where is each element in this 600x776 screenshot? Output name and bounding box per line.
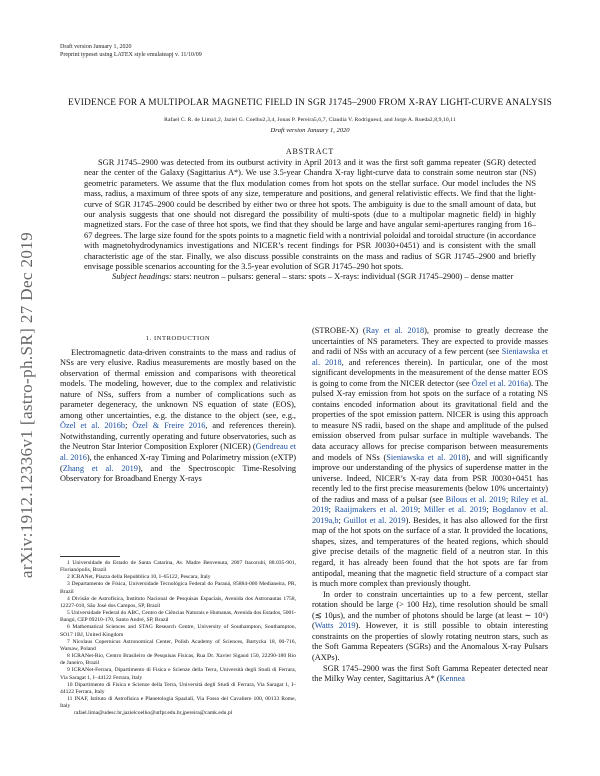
footnote: 11 INAF, Istituto di Astrofisica e Planetologia Spaziali, Via Fosso del Cavaliere 100, 00133 Rome, Italy — [60, 695, 296, 710]
citation-link[interactable]: Kennea — [439, 674, 465, 684]
arxiv-id-text: arXiv:1912.12336v1 [astro-ph.SR] 27 Dec 2019 — [17, 231, 36, 579]
subject-headings-label: Subject headings: — [112, 272, 172, 282]
citation-link[interactable]: Watts 2019 — [314, 621, 356, 631]
abstract-text: SGR J1745–2900 was detected from its outburst activity in April 2013 and it was the first soft gamma repeater (SGR) detected near the center of the Galaxy (Sagittarius A*). We use 3.5-year Chandra X-ray light-curve data to constrain some neutron star (NS) geometric parameters. We assume that the flux modulation comes from hot spots on the stellar surface. Our model includes the NS mass, radius, a maximum of three spots of any size, temperature and positions, and general relativistic effects. We find that the light-curve of SGR J1745–2900 could be described by either two or three hot spots. The ambiguity is due to the small amount of data, but our analysis suggests that one should not disregard the possibility of multi-spots (due to a multipolar magnetic field) in highly magnetized stars. For the case of three hot spots, we find that they should be large and have angular semi-apertures ranging from 16–67 degrees. The large size found for the spots points to a magnetic field with a nontrivial poloidal and toroidal structure (in accordance with magnetohydrodynamics investigations and NICER’s recent findings for PSR J0030+0451) and is consistent with the small characteristic age of the star. Finally, we also discuss possible constraints on the mass and radius of SGR J1745–2900 and briefly envisage possible scenarios accounting for the 3.5-year evolution of SGR J1745–290 hot spots. — [84, 158, 536, 272]
right-column — [312, 326, 548, 685]
author-list: Rafael C. R. de Lima1,2, Jaziel G. Coelho2,3,4, Jonas P. Pereira5,6,7, Claudia V. Rodrigues4, and Jorge A. Rueda2,8,9,10,11 — [164, 117, 456, 123]
section-heading-introduction: 1. INTRODUCTION — [145, 335, 211, 342]
citation-link[interactable]: Ray et al. 2018 — [365, 326, 425, 335]
citation-link[interactable]: Özel et al. 2016b — [60, 421, 126, 431]
citation-link[interactable]: Özel & Freire 2016 — [132, 421, 206, 431]
paper-title: EVIDENCE FOR A MULTIPOLAR MAGNETIC FIELD IN SGR J1745–2900 FROM X-RAY LIGHT-CURVE ANALYSIS — [68, 98, 552, 108]
citation-link[interactable]: Zhang et al. 2019 — [62, 463, 138, 473]
footnote: 7 Nicolaus Copernicus Astronomical Center, Polish Academy of Sciences, Bartycka 18, 00-716, Warsaw, Poland — [60, 638, 296, 652]
citation-link[interactable]: Sieniawska et al. 2018 — [386, 452, 466, 462]
footnote: 1 Universidade do Estado de Santa Catarina, Av. Madre Benvenuta, 2007 Itacorubi, 88.035-901, Florianópolis, Brazil — [60, 560, 296, 574]
left-column — [60, 334, 296, 485]
citation-link[interactable]: Riley et al. 2019 — [312, 494, 548, 515]
footnote: 9 ICRANet-Ferrara, Dipartimento di Fisica e Scienze della Terra, Università degli Studi di Ferrara, Via Saragat 1, I–44122 Ferrara, Italy — [60, 667, 296, 681]
intro-paragraph-4: SGR 1745–2900 was the first Soft Gamma Repeater detected near the Milky Way center, Sagittarius A* (Kennea — [312, 663, 548, 684]
citation-link[interactable]: Bilous et al. 2019 — [445, 494, 506, 504]
citation-link[interactable]: Bogdanov et al. 2019a,b — [312, 505, 548, 525]
citation-link[interactable]: Raaijmakers et al. 2019 — [334, 505, 418, 515]
subject-headings — [84, 272, 536, 282]
citation-link[interactable]: Gendreau et al. 2016 — [60, 442, 296, 463]
citation-link[interactable]: Özel et al. 2016a — [471, 378, 529, 388]
footnote: 6 Mathematical Sciences and STAG Research Centre, University of Southampton, Southampton, SO17 1BJ, United Kingdom — [60, 624, 296, 638]
footnote: 10 Dipartimento di Fisica e Scienze della Terra, Università degli Studi di Ferrara, Via Saragat 1, I–44122 Ferrara, Italy — [60, 681, 296, 695]
footnote-rule — [60, 556, 120, 557]
abstract — [84, 158, 536, 283]
draft-date: Draft version January 1, 2020 — [270, 127, 350, 134]
footnote: 3 Departamento de Física, Universidade Tecnológica Federal do Paraná, 85884-000 Medianeira, PR, Brazil — [60, 581, 296, 595]
footnote: 4 Divisão de Astrofísica, Instituto Nacional de Pesquisas Espaciais, Avenida dos Astronautas 1758, 12227-010, São José dos Campos, SP, Brazil — [60, 595, 296, 609]
subject-headings-text: stars: neutron – pulsars: general – stars: spots – X-rays: individual (SGR J1745–2900) – dense matter — [173, 272, 514, 282]
citation-link[interactable]: Sieniawska et al. 2018 — [312, 347, 548, 367]
footnote-email: rafael.lima@udesc.br,jazielcoelho@utfpr.edu.br,jpereira@camk.edu.pl — [74, 710, 233, 717]
abstract-heading: ABSTRACT — [285, 147, 335, 156]
footnote: 2 ICRANet, Piazza della Repubblica 10, I–65122, Pescara, Italy — [67, 574, 211, 581]
citation-link[interactable]: Guillot et al. 2019 — [343, 515, 406, 525]
footnotes — [60, 560, 296, 717]
footnote: 8 ICRANet-Rio, Centro Brasileiro de Pesquisas Físicas, Rua Dr. Xavier Sigaud 150, 22290-180 Rio de Janeiro, Brazil — [60, 653, 296, 667]
footnote: 5 Universidade Federal do ABC, Centro de Ciências Naturais e Humanas, Avenida dos Estados, 5001- Bangú, CEP 09210-170, Santo André, SP, Brazil — [60, 610, 296, 624]
intro-paragraph-1: Electromagnetic data-driven constraints to the mass and radius of NSs are very elusive. Radius measurements are mostly based on the observation of thermal emission and comparisons with theoretical models. The modeling, however, due to the complex and relativistic nature of NSs, suffers from a number of complications such as parameter degeneracy, the unknown NS equation of state (EOS), among other uncertainties, e.g. the distance to the object (see, e.g., Özel et al. 2016b; Özel & Freire 2016, and references therein). Notwithstanding, currently operating and future observatories, such as the Neutron Star Interior Composition Explorer (NICER) (Gendreau et al. 2016), the enhanced X-ray Timing and Polarimetry mission (eXTP) (Zhang et al. 2019), and the Spectroscopic Time-Resolving Observatory for Broadband Energy X-rays — [60, 347, 297, 484]
citation-link[interactable]: Miller et al. 2019 — [423, 505, 487, 515]
intro-paragraph-3: In order to constrain uncertainties up to a few percent, stellar rotation should be large (> 100 Hz), time resolution should be small (≲ 10μs), and the number of photons should be large (at least ∼ 10⁶) (Watts 2019). However, it is still possible to obtain interesting constraints on the properties of slowly rotating neutron stars, such as the Soft Gamma Repeaters (SGRs) and the Anomalous X-ray Pulsars (AXPs). — [312, 589, 549, 662]
arxiv-identifier — [14, 231, 40, 579]
preprint-line: Preprint typeset using LATEX style emulateapj v. 11/10/09 — [60, 52, 202, 58]
intro-paragraph-2: (STROBE-X) (Ray et al. 2018), promise to greatly decrease the uncertainties of NS parameters. They are expected to provide masses and radii of NSs with an accuracy of a few percent (see Sieniawska et al. 2018, and references therein). In particular, one of the most significant developments in the measurement of the dense matter EOS is going to come from the NICER detector (see Özel et al. 2016a). The pulsed X-ray emission from hot spots on the surface of a rotating NS contains encoded information about its gravitational field and the properties of the spot emission pattern. NICER is using this approach to measure NS radii, based on the shape and amplitude of the pulsed emission observed from pulsar surface in multiple wavebands. The data accuracy allows for precise comparison between measurements and models of NSs (Sieniawska et al. 2018), and will significantly improve our understanding of the physics of superdense matter in the universe. Indeed, NICER’s X-ray data from PSR J0030+0451 has recently led to the first precise measurements (below 10% uncertainty) of the radius and mass of a pulsar (see Bilous et al. 2019; Riley et al. 2019; Raaijmakers et al. 2019; Miller et al. 2019; Bogdanov et al. 2019a,b; Guillot et al. 2019). Besides, it has also allowed for the first map of the hot spots on the surface of a star. It provided the locations, shapes, sizes, and temperatures of the heated regions, which should give precise details of the magnetic field of a neutron star. In this regard, it has already been found that the hot spots are far from antipodal, meaning that the magnetic field structure of a compact star is much more complex than previously thought. — [312, 326, 549, 589]
draft-version-line: Draft version January 1, 2020 — [60, 44, 132, 50]
